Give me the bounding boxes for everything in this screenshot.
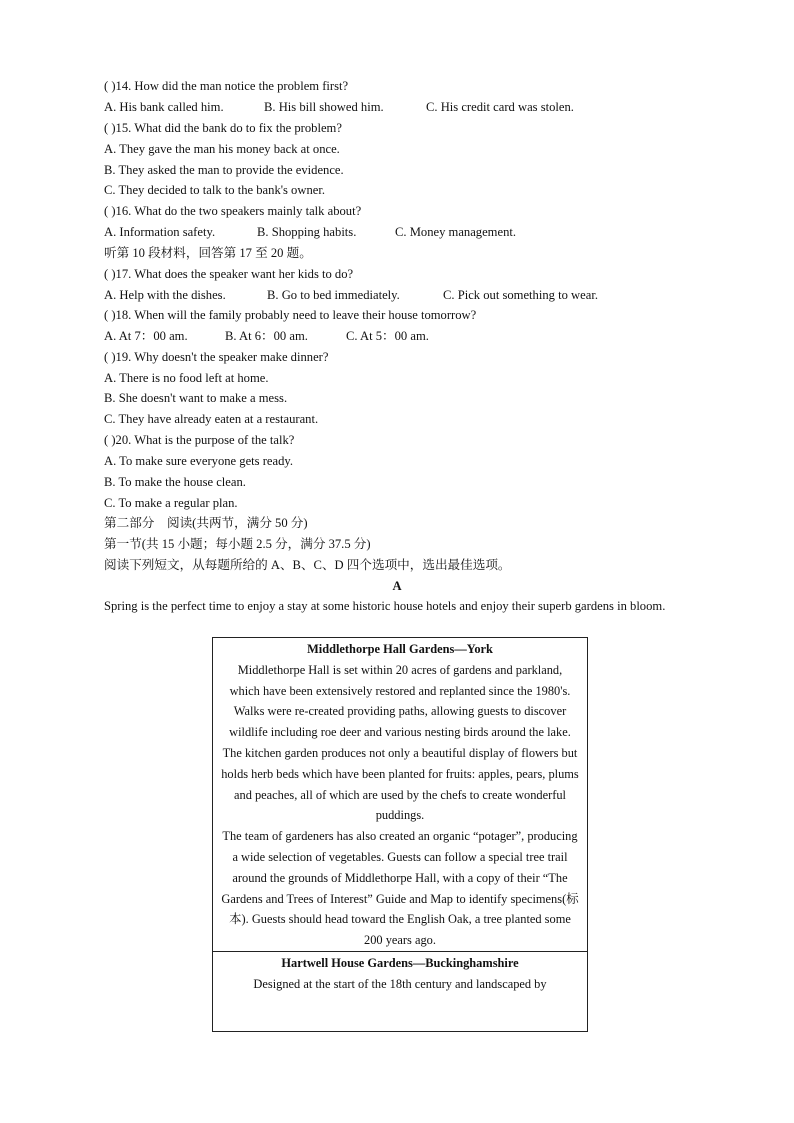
garden-info-box (212, 637, 588, 1032)
middlethorpe-paragraph-2: Walks were re-created providing paths, allowing guests to discover wildlife including roe deer and various nesting birds around the lake. (229, 704, 571, 740)
question-16-options (104, 224, 516, 240)
question-14-options (104, 99, 574, 115)
q18-option-c: C. At 5：00 am. (346, 329, 429, 343)
part-two-heading: 第二部分 阅读(共两节，满分 50 分) (104, 516, 308, 530)
q14-option-b: B. His bill showed him. (264, 100, 384, 114)
q16-option-c: C. Money management. (395, 225, 517, 239)
question-16-stem: ( )16. What do the two speakers mainly talk about? (104, 204, 362, 218)
question-17-stem: ( )17. What does the speaker want her kids to do? (104, 267, 354, 281)
passage-letter: A (392, 579, 402, 593)
q18-option-a: A. At 7：00 am. (104, 329, 188, 343)
q19-option-a: A. There is no food left at home. (104, 371, 269, 385)
q15-option-b: B. They asked the man to provide the evidence. (104, 163, 344, 177)
q14-option-a: A. His bank called him. (104, 100, 224, 114)
question-14-stem: ( )14. How did the man notice the problem first? (104, 79, 349, 93)
q16-option-a: A. Information safety. (104, 225, 216, 239)
box-divider (213, 951, 587, 952)
q16-option-b: B. Shopping habits. (257, 225, 357, 239)
q15-option-a: A. They gave the man his money back at once. (104, 142, 340, 156)
q19-option-c: C. They have already eaten at a restaurant. (104, 412, 319, 426)
passage-intro: Spring is the perfect time to enjoy a stay at some historic house hotels and enjoy their superb gardens in bloom. (104, 599, 666, 613)
middlethorpe-paragraph-3: The kitchen garden produces not only a beautiful display of flowers but holds herb beds which have been planted for fruits: apples, pears, plums and peaches, all of which are used by the chefs to create wonderful puddings. (221, 745, 579, 823)
middlethorpe-title: Middlethorpe Hall Gardens—York (307, 642, 493, 656)
q19-option-b: B. She doesn't want to make a mess. (104, 391, 288, 405)
question-19-stem: ( )19. Why doesn't the speaker make dinner? (104, 350, 329, 364)
q20-option-c: C. To make a regular plan. (104, 496, 238, 510)
q14-option-c: C. His credit card was stolen. (426, 100, 574, 114)
question-17-options (104, 287, 598, 303)
q17-option-b: B. Go to bed immediately. (267, 288, 400, 302)
section-one-heading: 第一节(共 15 小题；每小题 2.5 分，满分 37.5 分) (104, 537, 371, 551)
q17-option-c: C. Pick out something to wear. (443, 288, 598, 302)
reading-instruction: 阅读下列短文，从每题所给的 A、B、C、D 四个选项中，选出最佳选项。 (104, 558, 511, 572)
q15-option-c: C. They decided to talk to the bank's owner. (104, 183, 325, 197)
q18-option-b: B. At 6：00 am. (225, 329, 308, 343)
section-10-heading: 听第 10 段材料，回答第 17 至 20 题。 (104, 246, 312, 260)
question-20-stem: ( )20. What is the purpose of the talk? (104, 433, 295, 447)
hartwell-section (213, 953, 587, 995)
q20-option-b: B. To make the house clean. (104, 475, 246, 489)
q20-option-a: A. To make sure everyone gets ready. (104, 454, 294, 468)
middlethorpe-section (213, 639, 587, 951)
q17-option-a: A. Help with the dishes. (104, 288, 226, 302)
question-18-stem: ( )18. When will the family probably need to leave their house tomorrow? (104, 308, 477, 322)
middlethorpe-paragraph-1: Middlethorpe Hall is set within 20 acres of gardens and parkland, which have been extensively restored and replanted since the 1980's. (229, 662, 571, 698)
middlethorpe-paragraph-4: The team of gardeners has also created an organic “potager”, producing a wide selection of vegetables. Guests can follow a special tree trail around the grounds of Middlethorpe Hall, with a copy of their “The Gardens and Trees of Interest” Guide and Map to identify specimens(标本). Guests should head toward the English Oak, a tree planted some 200 years ago. (221, 829, 579, 948)
question-18-options (104, 328, 429, 344)
question-15-stem: ( )15. What did the bank do to fix the problem? (104, 121, 342, 135)
hartwell-title: Hartwell House Gardens—Buckinghamshire (281, 955, 519, 970)
hartwell-paragraph-1: Designed at the start of the 18th century and landscaped by (253, 976, 547, 991)
